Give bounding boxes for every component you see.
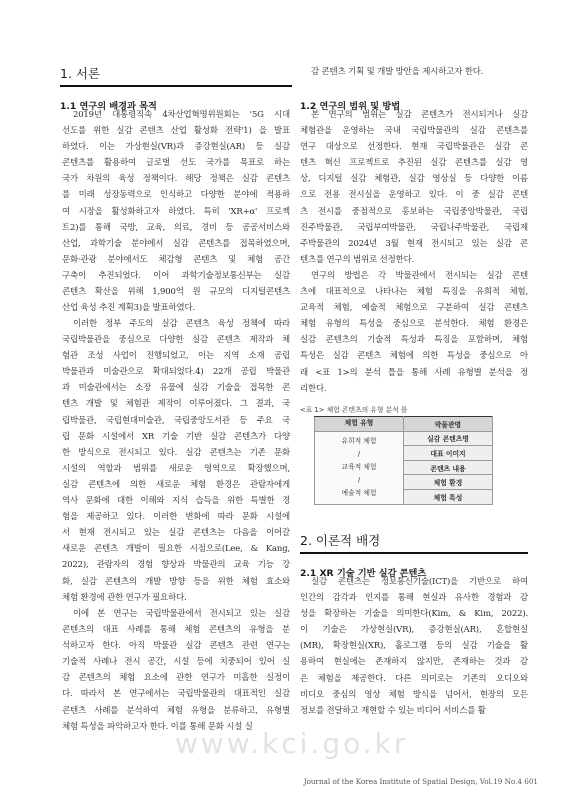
table-cell-line: 예술적 체험 xyxy=(341,489,377,498)
paragraph xyxy=(300,106,528,267)
text-line: 화, 실감 콘텐츠의 개발 방향 등을 위한 체험 효소와 xyxy=(62,575,290,586)
paragraph xyxy=(62,106,290,315)
text-line: 체험 유형의 특성을 중심으로 분석한다. 체험 환경은 xyxy=(300,318,528,329)
table-cell-line: 교육적 체험 xyxy=(341,463,377,472)
text-line: 구축이 추진되었다. 이어 과학기술정보통신부는 실감 xyxy=(62,269,290,280)
experience-type-table xyxy=(314,416,493,505)
text-line: 텐츠를 연구의 범위로 선정한다. xyxy=(300,253,415,264)
text-line: 비디오 중심의 영상 체험 방식을 넘어서, 현장의 모든 xyxy=(300,688,528,699)
text-line: 인간의 감각과 인지를 통해 현실과 유사한 경험과 감 xyxy=(300,592,528,603)
text-line: 2019년 대통령직속 4차산업혁명위원회는 '5G 시대 xyxy=(73,109,290,119)
text-line: (MR), 확장현실(XR), 홀로그램 등의 실감 기술을 활 xyxy=(300,640,528,651)
table-cell: 체험 특성 xyxy=(404,489,493,504)
text-line: 교육적 체험, 예술적 체험으로 구분하여 실감 콘텐츠 xyxy=(300,302,528,313)
text-line: 한 방식으로 전시되고 있다. 실감 콘텐츠는 기존 문화 xyxy=(62,446,290,457)
text-line: 츠에 대표적으로 나타나는 체험 특징을 유희적 체험, xyxy=(300,286,528,297)
page-footer: Journal of the Korea Institute of Spatial Design, Vol.19 No.4 601 xyxy=(303,777,538,786)
text-line: 체험관을 운영하는 국내 국립박물관의 실감 콘텐츠를 xyxy=(300,125,528,136)
text-line: 진주박물관, 국립부여박물관, 국립나주박물관, 국립제 xyxy=(300,221,528,232)
paragraph xyxy=(62,315,290,605)
text-line: 산업, 과학기술 분야에서 실감 콘텐츠를 접목하였으며, xyxy=(62,237,290,248)
table-header-cell: 박물관명 xyxy=(404,417,493,432)
text-line: 국립박물관을 중심으로 다양한 실감 콘텐츠 제작과 체 xyxy=(62,334,290,345)
text-line: 립 문화 시설에서 XR 기술 기반 실감 콘텐츠가 다양 xyxy=(62,430,290,441)
paragraph xyxy=(62,605,290,734)
text-line: 기술적 사례나 전시 공간, 시설 등에 치중되어 있어 실 xyxy=(62,656,290,667)
text-line: 감 콘텐츠의 체험 요소에 관한 연구가 미흡한 실정이 xyxy=(62,672,290,683)
text-line: 콘텐츠를 활용하여 글로벌 선도 국가를 목표로 하는 xyxy=(62,157,290,168)
text-line: 은 체험을 제공한다. 다른 의미로는 기존의 오디오와 xyxy=(300,672,528,683)
text-line: 석하고자 한다. 아직 박물관 실감 콘텐츠 관련 연구는 xyxy=(62,640,290,651)
text-line: 정보를 전달하고 재현할 수 있는 비디어 서비스를 활 xyxy=(300,704,486,715)
table-cell-line: / xyxy=(357,450,361,459)
section-2-title: 2. 이론적 배경 xyxy=(300,533,381,548)
text-line: 문화·관광 분야에서도 체감형 콘텐츠 및 체험 공간 xyxy=(62,253,290,264)
text-line: 2022), 관람자의 경험 향상과 박물관의 교육 기능 강 xyxy=(62,559,290,570)
text-line: 트2)를 통해 국방, 교육, 의료, 경비 등 공공서비스와 xyxy=(62,221,290,232)
text-line: 실감 콘텐츠는 정보통신기술(ICT)을 기반으로 하여 xyxy=(311,576,528,586)
section-divider xyxy=(300,552,528,554)
text-line: 이에 본 연구는 국립박물관에서 전시되고 있는 실감 xyxy=(73,608,290,618)
table-cell-line: 유희적 체험 xyxy=(341,437,377,446)
text-line: 콘텐츠 사례를 분석하여 체험 유형을 분류하고, 유형별 xyxy=(62,704,290,715)
text-line: 텐츠 혁신 프로젝트로 추진된 실감 콘텐츠를 실감 영 xyxy=(300,157,528,168)
text-line: 체험 환경에 관한 연구가 필요하다. xyxy=(62,591,187,602)
text-line: 선도를 위한 실감 콘텐츠 산업 활성화 전략'1) 을 발표 xyxy=(62,125,290,136)
text-line: 산업 육성 추진 계획3)을 발표하였다. xyxy=(62,302,196,313)
text-line: 새로운 콘텐츠 개발이 필요한 시점으로(Lee, & Kang, xyxy=(62,543,290,554)
text-line: 본 연구의 범위는 실감 콘텐츠가 전시되거나 실감 xyxy=(311,109,528,119)
table-cell: 체험 환경 xyxy=(404,475,493,490)
watermark: www.kci.go.kr xyxy=(175,727,409,760)
table-header-cell: 체험 유형 xyxy=(315,417,404,432)
text-line: 츠 전시를 중점적으로 홍보하는 국립중앙박물관, 국립 xyxy=(300,205,528,216)
text-line: 과 미술관에서는 소장 유물에 실감 기술을 접목한 콘 xyxy=(62,382,290,393)
paragraph-continued xyxy=(300,63,528,79)
text-line: 감 콘텐츠 기획 및 개발 방안을 제시하고자 한다. xyxy=(311,66,484,76)
text-line: 연구 대상으로 선정한다. 현재 국립박물관은 실감 콘 xyxy=(300,141,528,152)
text-line: 시설의 역할과 범위를 새로운 영역으로 확장했으며, xyxy=(62,462,290,473)
table-header-row xyxy=(315,417,493,432)
table-cell: 대표 이미지 xyxy=(404,446,493,461)
text-line: 연구의 방법은 각 박물관에서 전시되는 실감 콘텐 xyxy=(311,270,528,280)
section-1-title: 1. 서론 xyxy=(60,66,101,81)
subsection-1-1-title: 1.1 연구의 배경과 목적 xyxy=(60,101,157,112)
table-row xyxy=(315,431,493,446)
text-line: 역사 문화에 대한 이해와 지식 습득을 위한 특별한 경 xyxy=(62,495,290,506)
text-line: 콘텐츠의 대표 사례를 통해 체험 콘텐츠의 유형을 분 xyxy=(62,624,290,635)
subsection-2-1-title: 2.1 XR 기술 기반 실감 콘텐츠 xyxy=(300,568,427,579)
text-line: 콘텐츠 확산을 위해 1,900억 원 규모의 디지털콘텐츠 xyxy=(62,286,290,297)
table-cell: 콘텐츠 내용 xyxy=(404,460,493,475)
paragraph xyxy=(300,573,528,718)
text-line: 특성은 실감 콘텐츠 체험에 의한 특성을 중심으로 아 xyxy=(300,350,528,361)
text-line: 험을 제공하고 있다. 이러한 변화에 따라 문화 시설에 xyxy=(62,511,290,522)
text-line: 립박물관, 국립현대미술관, 국립중앙도서관 등 주요 국 xyxy=(62,414,290,425)
text-line: 여 시장을 활성화하고자 하였다. 특히 'XR+α' 프로젝 xyxy=(62,205,290,216)
text-line: 체험 특성을 파악하고자 한다. 이를 통해 문화 시설 실 xyxy=(62,720,253,731)
text-line: 험관 조성 사업이 진행되었고, 이는 지역 소재 공립 xyxy=(62,350,290,361)
text-line: 국가 차원의 육성 정책이다. 해당 정책은 실감 콘텐츠 xyxy=(62,173,290,184)
text-line: 텐츠 개발 및 체험관 제작이 이루어졌다. 그 결과, 국 xyxy=(62,398,290,409)
section-divider xyxy=(60,85,292,87)
table-cell-line: / xyxy=(357,476,361,485)
text-line: 래 <표 1>의 분석 틀을 통해 사례 유형별 분석을 정 xyxy=(300,366,528,377)
subsection-1-2-title: 1.2 연구의 범위 및 방법 xyxy=(300,101,401,112)
text-line: 박물관과 미술관으로 확대되었다.4) 22개 공립 박물관 xyxy=(62,366,290,377)
text-line: 이 기술은 가상현실(VR), 증강현실(AR), 혼합현실 xyxy=(300,624,528,635)
paragraph xyxy=(300,267,528,396)
text-line: 리한다. xyxy=(300,382,327,393)
text-line: 으로 전용 전시실을 운영하고 있다. 이 중 실감 콘텐 xyxy=(300,189,528,200)
text-line: 성을 확장하는 기술을 의미한다(Kim, & Kim, 2022). xyxy=(300,608,528,619)
experience-types-cell xyxy=(315,431,404,504)
table-caption: <표 1> 체험 콘텐츠의 유형 분석 틀 xyxy=(300,406,408,414)
text-line: 실감 콘텐츠의 기술적 특성과 특징을 포함하며, 체험 xyxy=(300,334,528,345)
table-cell: 실감 콘텐츠명 xyxy=(404,431,493,446)
text-line: 를 미래 성장동력으로 인식하고 다양한 분야에 적용하 xyxy=(62,189,290,200)
text-line: 실감 콘텐츠에 의한 새로운 체험 환경은 관람자에게 xyxy=(62,478,290,489)
text-line: 이러한 정부 주도의 실감 콘텐츠 육성 정책에 따라 xyxy=(73,318,290,328)
text-line: 하였다. 이는 가상현실(VR)과 증강현실(AR) 등 실감 xyxy=(62,141,290,152)
text-line: 다. 따라서 본 연구에서는 국립박물관의 대표적인 실감 xyxy=(62,688,290,699)
text-line: 주박물관의 2024년 3월 현재 전시되고 있는 실감 콘 xyxy=(300,237,528,248)
text-line: 상, 디지털 실감 체험관, 실감 영상실 등 다양한 이름 xyxy=(300,173,528,184)
text-line: 용하여 현실에는 존재하지 않지만, 존재하는 것과 감 xyxy=(300,656,528,667)
text-line: 서 현재 전시되고 있는 실감 콘텐츠는 다음을 이어갈 xyxy=(62,527,290,538)
